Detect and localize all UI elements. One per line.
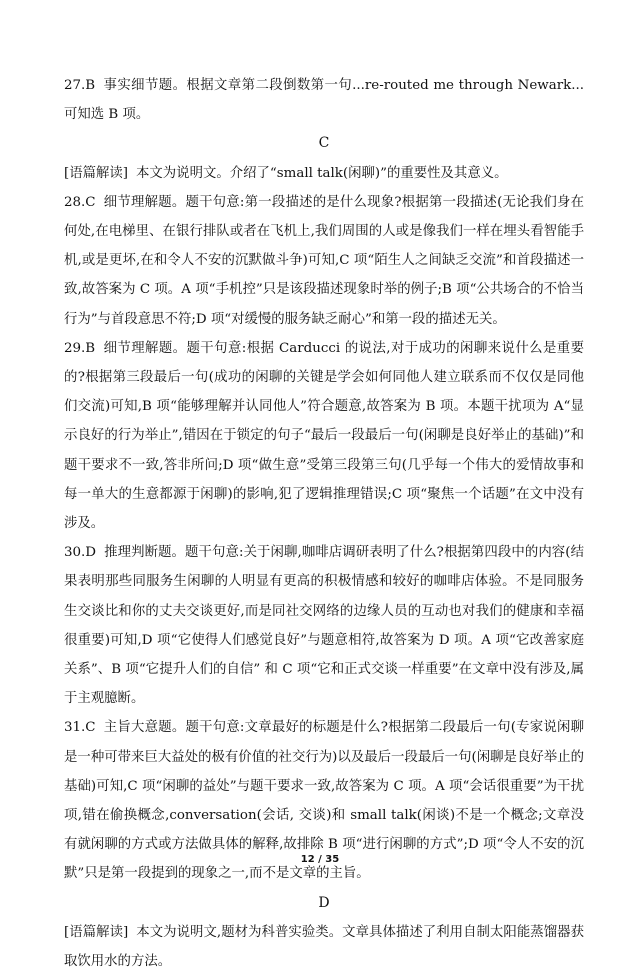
section-heading: D <box>318 894 330 911</box>
item-text: 本文为说明文,题材为科普实验类。文章具体描述了利用自制太阳能蒸馏器获取饮用水的方法。 <box>64 924 584 970</box>
answer-paragraph <box>64 334 584 538</box>
section-heading: C <box>318 135 330 152</box>
item-number: [语篇解读] <box>64 924 129 940</box>
answer-paragraph <box>64 918 584 976</box>
document-content <box>64 71 584 976</box>
item-number: 30.D <box>64 545 97 561</box>
item-text: 细节理解题。题干句意:根据 Carducci 的说法,对于成功的闲聊来说什么是重要的?根据第三段最后一句(成功的闲聊的关键是学会如何同他人建立联系而不仅仅是同他们交流)可知,B 项“能够理解并认同他人”符合题意,故答案为 B 项。本题干扰项为 A“显示良好的行为举止”,错因在于锁定的句子“最后一段最后一句(闲聊是良好举止的基础)”和题干要求不一致,答非所问;D 项“做生意”受第三段第三句(几乎每一个伟大的爱情故事和每一单大的生意都源于闲聊)的影响,犯了逻辑推理错误;C 项“聚焦一个话题”在文中没有涉及。 <box>64 340 584 532</box>
page-number: 12 / 35 <box>300 854 340 865</box>
item-number: 28.C <box>64 194 96 210</box>
item-text: 推理判断题。题干句意:关于闲聊,咖啡店调研表明了什么?根据第四段中的内容(结果表明那些同服务生闲聊的人明显有更高的积极情感和较好的咖啡店体验。不是同服务生交谈比和你的丈夫交谈更好,而是同社交网络的边缘人员的互动也对我们的健康和幸福很重要)可知,D 项“它使得人们感觉良好”与题意相符,故答案为 D 项。A 项“它改善家庭关系”、B 项“它提升人们的自信” 和 C 项“它和正式交谈一样重要”在文章中没有涉及,属于主观臆断。 <box>64 545 584 707</box>
answer-paragraph <box>64 159 584 188</box>
item-text: 细节理解题。题干句意:第一段描述的是什么现象?根据第一段描述(无论我们身在何处,在电梯里、在银行排队或者在飞机上,我们周围的人或是像我们一样在埋头看智能手机,或是更坏,在和令人不安的沉默做斗争)可知,C 项“陌生人之间缺乏交流”和首段描述一致,故答案为 C 项。A 项“手机控”只是该段描述现象时举的例子;B 项“公共场合的不恰当行为”与首段意思不符;D 项“对缓慢的服务缺乏耐心”和第一段的描述无关。 <box>64 194 584 327</box>
answer-paragraph <box>64 538 584 713</box>
answer-paragraph <box>64 188 584 334</box>
item-number: [语篇解读] <box>64 165 129 181</box>
item-text: 主旨大意题。题干句意:文章最好的标题是什么?根据第二段最后一句(专家说闲聊是一种可带来巨大益处的极有价值的社交行为)以及最后一段最后一句(闲聊是良好举止的基础)可知,C 项“闲聊的益处”与题干要求一致,故答案为 C 项。A 项“会话很重要”为干扰项,错在偷换概念,conversation(会话, 交谈)和 small talk(闲谈)不是一个概念;文章没有就闲聊的方式或方法做具体的解释,故排除 B 项“进行闲聊的方式”;D 项“令人不安的沉默”只是第一段提到的现象之一,而不是文章的主旨。 <box>64 720 584 882</box>
answer-paragraph <box>64 71 584 129</box>
item-number: 29.B <box>64 340 96 356</box>
item-text: 事实细节题。根据文章第二段倒数第一句...re-routed me through Newark...可知选 B 项。 <box>64 78 584 123</box>
item-number: 27.B <box>64 78 96 93</box>
item-text: 本文为说明文。介绍了“small talk(闲聊)”的重要性及其意义。 <box>136 165 508 181</box>
item-number: 31.C <box>64 720 96 736</box>
